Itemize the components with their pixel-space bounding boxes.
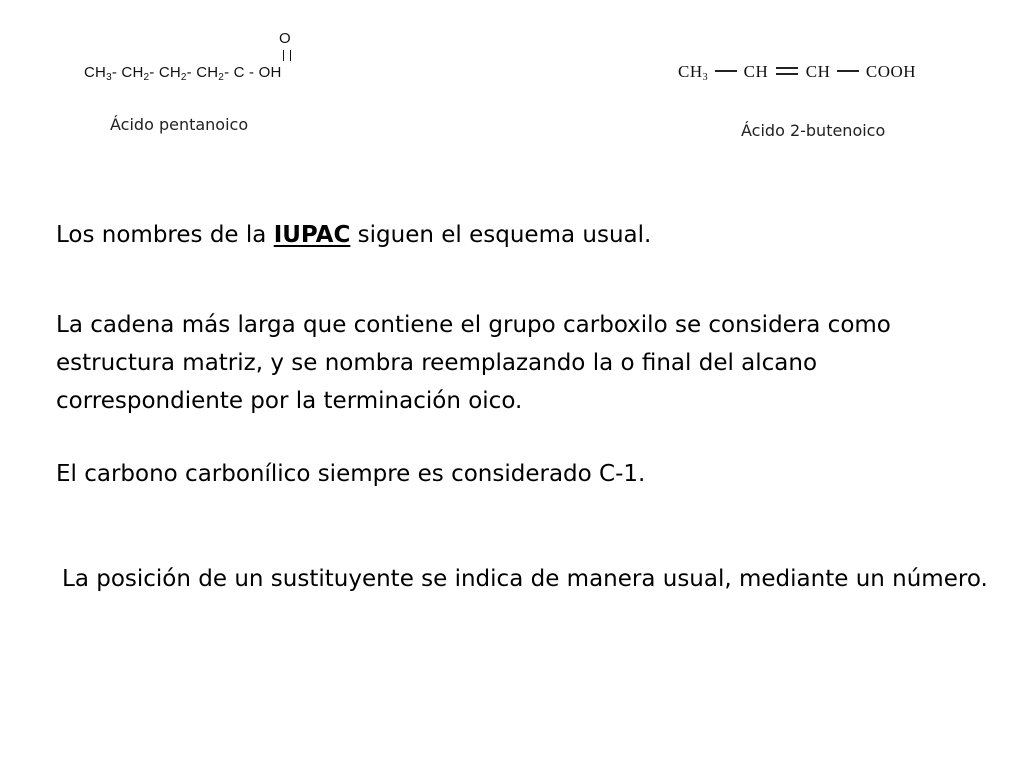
iupac-sentence: Los nombres de la IUPAC siguen el esquema usual. — [56, 222, 652, 248]
parent-chain-paragraph: La cadena más larga que contiene el grupo carboxilo se considera como estructura matriz, y se nombra reemplazando la o final del alcano correspondiente por la terminación oico. — [56, 312, 891, 414]
ch3-group: CH — [678, 62, 703, 81]
caption-pentanoic: Ácido pentanoico — [110, 115, 249, 134]
pentanoic-chain: $CH_3-$ $CH_2-$ $CH_2-$ $CH_2-$ C - OH — [84, 64, 282, 83]
caption-butenoic: Ácido 2-butenoico — [741, 121, 886, 140]
carbonyl-oxygen: O — [279, 30, 291, 47]
ch-group-a: CH — [743, 62, 769, 81]
cooh-group: COOH — [865, 62, 917, 81]
butenoic-acid-formula — [678, 62, 916, 82]
pentanoic-acid-formula — [84, 30, 354, 86]
single-bond — [837, 70, 859, 72]
carbonyl-double-bond — [283, 50, 291, 61]
ch-group-b: CH — [805, 62, 831, 81]
double-bond — [776, 67, 798, 75]
iupac-term: IUPAC — [273, 222, 351, 248]
substituent-paragraph: La posición de un sustituyente se indica de manera usual, mediante un número. — [62, 566, 988, 592]
single-bond — [715, 70, 737, 72]
carbonyl-carbon-sentence: El carbono carbonílico siempre es considerado C-1. — [56, 461, 646, 487]
ch3-subscript: 3 — [702, 72, 709, 83]
